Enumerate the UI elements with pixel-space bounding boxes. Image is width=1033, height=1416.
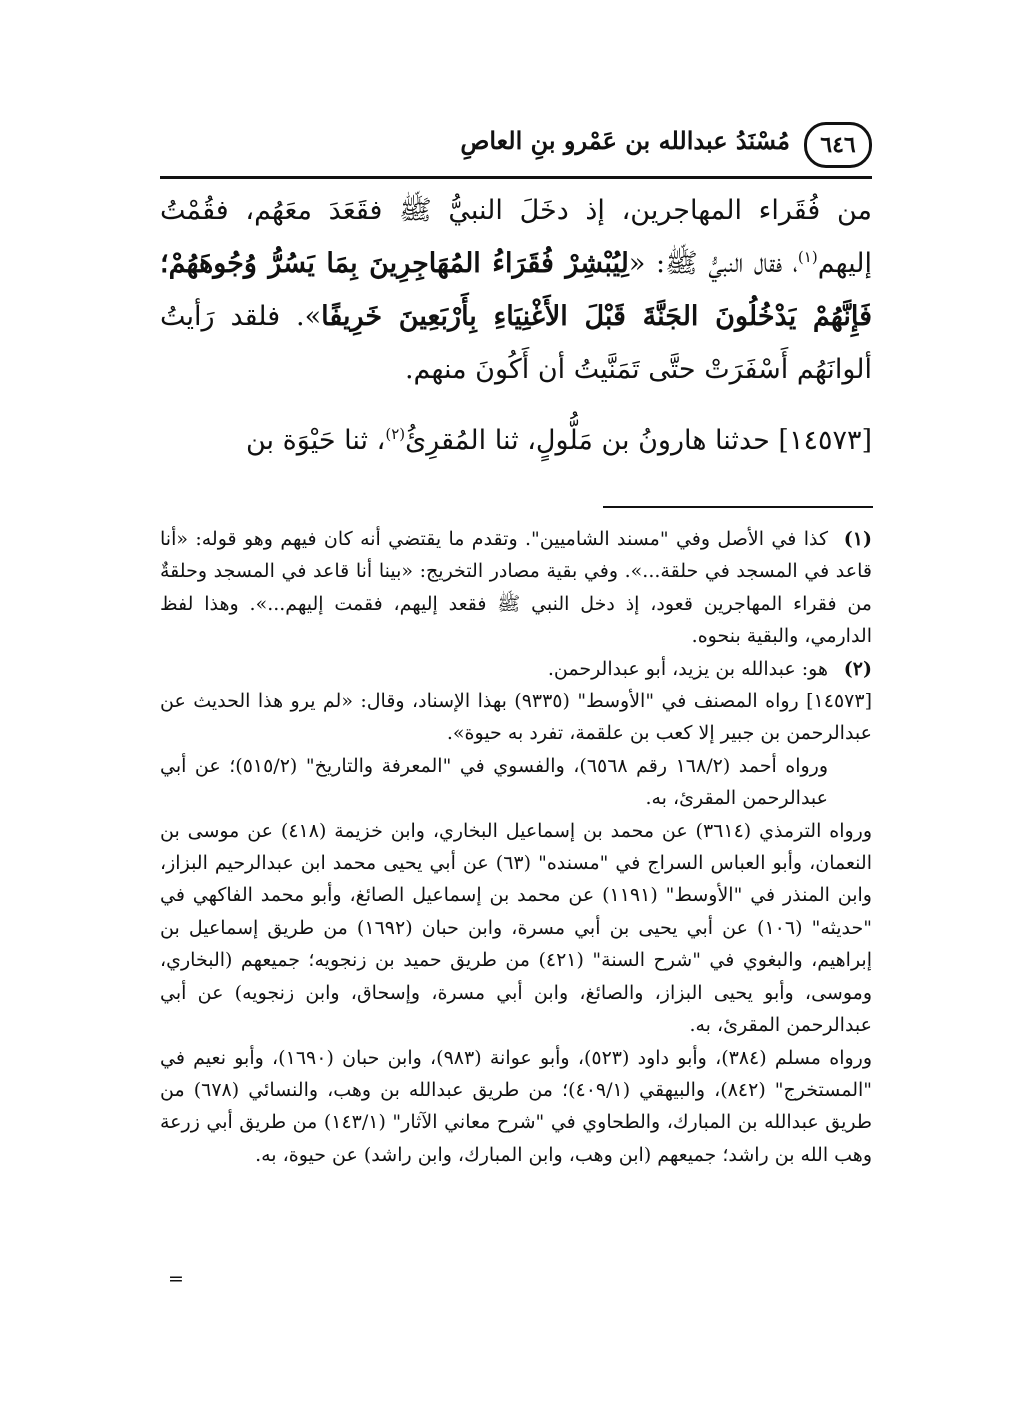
page-number: ٦٤٦ [804, 122, 872, 168]
footnote-1-text: كذا في الأصل وفي "مسند الشاميين". وتقدم ما يقتضي أنه كان فيهم وهو قوله: «أنا قاعد في المسجد في حلقة...». وفي بقية مصادر التخريج: «بينا أنا قاعد في المسجد وحلقةٌ من فقراء المهاجرين قعود، إذ دخل النبي ﷺ فقعد إليهم، فقمت إليهم...». وهذا لفظ الدارمي، والبقية بنحوه. [160, 528, 872, 648]
header-rule [160, 176, 872, 179]
main-line2-start: فقال النبيُّ ﷺ: « [628, 248, 783, 279]
takhrij-paragraph-4: ورواه مسلم (٣٨٤)، وأبو داود (٥٢٣)، وأبو عوانة (٩٨٣)، وابن حبان (١٦٩٠)، وأبو نعيم في "المستخرج" (٨٤٢)، والبيهقي (٤٠٩/١)؛ من طريق عبدالله بن وهب، والنسائي (٦٧٨) من طريق عبدالله بن المبارك، والطحاوي في "شرح معاني الآثار" (١٤٣/١) من طريق أبي زرعة وهب الله بن راشد؛ جميعهم (ابن وهب، وابن المبارك، وابن راشد) عن حيوة، به. [160, 1046, 873, 1166]
takhrij-paragraph-3: ورواه الترمذي (٣٦١٤) عن محمد بن إسماعيل البخاري، وابن خزيمة (٤١٨) عن موسى بن النعمان، وأبو العباس السراج في "مسنده" (٦٣) عن أبي يحيى محمد ابن عبدالرحيم البزاز، وابن المنذر في "الأوسط" (١١٩١) عن محمد بن إسماعيل الصائغ، وأبو محمد الفاكهي في "حديثه" (١٠٦) عن أبي يحيى بن أبي مسرة، وابن حبان (١٦٩٢) من طريق إسماعيل بن إبراهيم، والبغوي في "شرح السنة" (٤٢١) من طريق حميد بن زنجويه؛ جميعهم (البخاري، وموسى، وأبو يحيى البزاز، والصائغ، وابن أبي مسرة، وإسحاق، وابن زنجويه) عن أبي عبدالرحمن المقرئ، به. [160, 819, 873, 1037]
main-text [160, 184, 872, 396]
footnote-1 [160, 523, 872, 653]
footnotes [160, 523, 872, 1171]
next-hadith-start: [١٤٥٧٣] حدثنا هارونُ بن مَلُّولٍ، ثنا المُقرِئُ [405, 425, 872, 456]
footnote-2 [160, 653, 872, 685]
continuation-mark: = [168, 1268, 184, 1290]
main-line1: من فُقَراء المهاجرين، إذ دخَلَ النبيُّ ﷺ فقَعَدَ معَهُم، فقُمْتُ إليهم [160, 195, 872, 279]
footnote-separator [603, 506, 873, 508]
footnote-ref-2[interactable]: (٢) [385, 425, 406, 443]
main-paragraph [160, 184, 872, 396]
main-line1-end: ، [792, 248, 798, 279]
footnote-2-text: هو: عبدالله بن يزيد، أبو عبدالرحمن. [547, 657, 828, 680]
footnote-2-mark: (٢) [843, 657, 872, 680]
takhrij-mark: [١٤٥٧٣] [806, 690, 872, 713]
takhrij-note [160, 685, 872, 750]
footnote-ref-1[interactable]: (١) [797, 248, 818, 266]
takhrij-paragraph-2: ورواه أحمد (١٦٨/٢ رقم ٦٥٦٨)، والفسوي في "المعرفة والتاريخ" (٥١٥/٢)؛ عن أبي عبدالرحمن المقرئ، به. [160, 754, 828, 810]
running-title: مُسْنَدُ عبدالله بن عَمْرو بنِ العاصِ [460, 126, 790, 155]
takhrij-text: رواه المصنف في "الأوسط" (٩٣٣٥) بهذا الإسناد، وقال: «لم يرو هذا الحديث عن عبدالرحمن بن جبير إلا كعب بن علقمة، تفرد به حيوة». [160, 690, 872, 745]
footnote-1-mark: (١) [843, 528, 872, 550]
main-line2-end: ». فلقد رَأيتُ ألوانَهُم أَسْفَرَتْ حتَّى تَمَنَّيتُ أن أَكُونَ منهم. [160, 301, 872, 385]
next-hadith-end: ، ثنا حَيْوَة بن [245, 425, 386, 456]
next-hadith-line [160, 414, 872, 467]
hadith-quote: لِيُبْشِرْ فُقَرَاءُ المُهَاجِرِينَ بِمَا يَسُرُّ وُجُوهَهُمْ؛ فَإِنَّهُمْ يَدْخُلُونَ الجَنَّةَ قَبْلَ الأَغْنِيَاءِ بِأَرْبَعِينَ خَرِيفًا [160, 248, 872, 332]
page-header [160, 120, 872, 170]
